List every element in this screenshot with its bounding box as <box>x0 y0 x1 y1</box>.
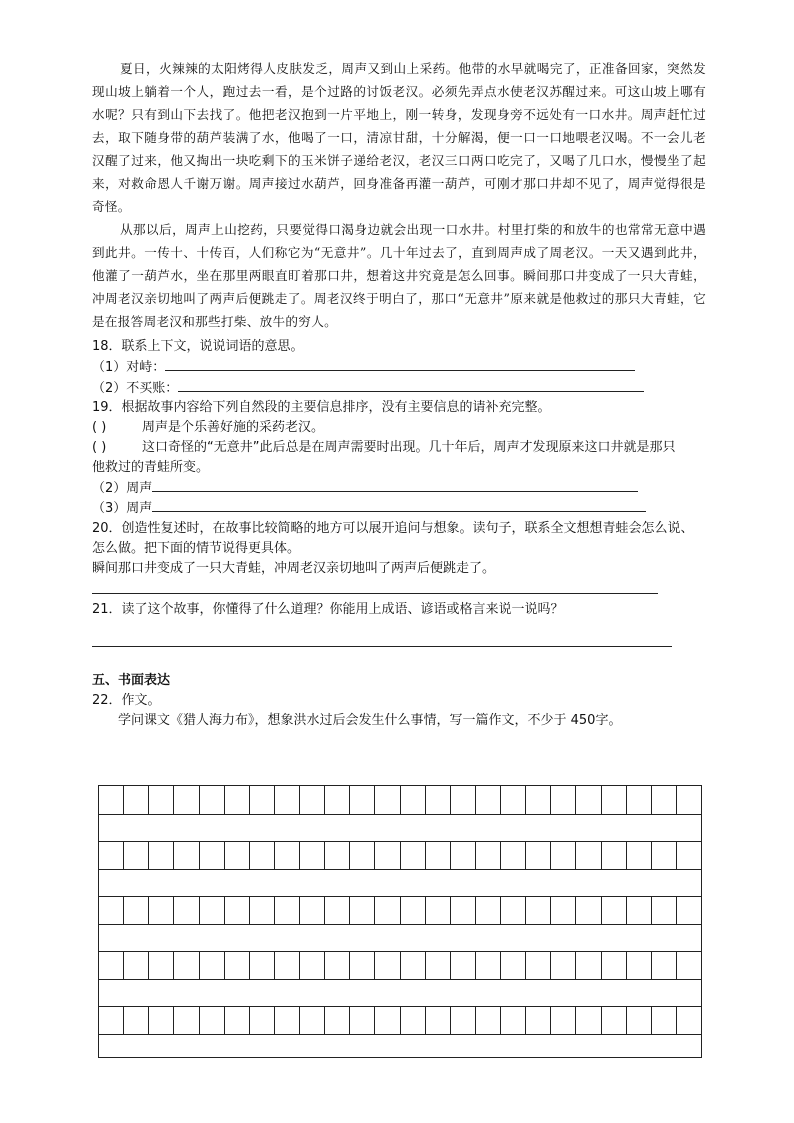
essay-grid-cell[interactable] <box>350 951 375 979</box>
essay-grid-cell[interactable] <box>602 896 627 924</box>
q22-prompt: 22．作文。 <box>92 693 161 709</box>
essay-grid-cell[interactable] <box>627 786 652 814</box>
essay-grid-cell[interactable] <box>476 951 501 979</box>
essay-grid-cell[interactable] <box>250 1006 275 1034</box>
q18-item-2-label: （2）不买账： <box>92 380 179 396</box>
story-paragraph-1: 夏日，火辣辣的太阳烤得人皮肤发乏，周声又到山上采药。他带的水早就喝完了，正准备回家，突然发现山坡上躺着一个人，跑过去一看，是个过路的讨饭老汉。必须先弄点水使老汉苏醒过来。可这山坡上哪有水呢？只有到山下去找了。他把老汉抱到一片平地上，刚一转身，发现身旁不远处有一口水井。周声赶忙过去，取下随身带的葫芦装满了水，他喝了一口，清凉甘甜，十分解渴，便一口一口地喂老汉喝。不一会儿老汉醒了过来，他又掏出一块吃剩下的玉米饼子递给老汉，老汉三口两口吃完了，又喝了几口水，慢慢坐了起来，对救命恩人千谢万谢。周声接过水葫芦，回身准备再灌一葫芦，可刚才那口井却不见了，周声觉得很是奇怪。 <box>92 61 706 214</box>
q19-item-2-answer-line[interactable] <box>152 478 638 492</box>
q22-instruction: 学问课文《猎人海力布》，想象洪水过后会发生什么事情，写一篇作文，不少于 450字。 <box>118 712 622 728</box>
essay-grid-cell[interactable] <box>149 951 174 979</box>
essay-grid-cell[interactable] <box>375 896 400 924</box>
essay-grid-cell[interactable] <box>225 786 250 814</box>
story-passage <box>92 57 706 333</box>
essay-grid-cell[interactable] <box>250 841 275 869</box>
essay-grid-cell[interactable] <box>275 896 300 924</box>
essay-grid-row[interactable] <box>99 841 701 870</box>
essay-grid-separator <box>99 814 701 842</box>
q18-item-2-answer-line[interactable] <box>178 378 644 392</box>
essay-grid-cell[interactable] <box>476 786 501 814</box>
essay-grid-cell[interactable] <box>476 841 501 869</box>
essay-grid-cell[interactable] <box>225 896 250 924</box>
q19-option-a-text: 周声是个乐善好施的采药老汉。 <box>142 420 325 436</box>
essay-grid-cell[interactable] <box>275 951 300 979</box>
essay-grid-cell[interactable] <box>325 786 350 814</box>
essay-grid-cell[interactable] <box>426 786 451 814</box>
essay-grid-cell[interactable] <box>401 896 426 924</box>
essay-grid-row[interactable] <box>99 896 701 925</box>
essay-grid-cell[interactable] <box>174 1006 199 1034</box>
essay-grid-cell[interactable] <box>602 786 627 814</box>
essay-grid-cell[interactable] <box>350 1006 375 1034</box>
essay-grid-cell[interactable] <box>526 1006 551 1034</box>
essay-grid-cell[interactable] <box>677 896 701 924</box>
essay-grid-cell[interactable] <box>375 841 400 869</box>
essay-grid-cell[interactable] <box>401 841 426 869</box>
essay-grid-cell[interactable] <box>576 951 601 979</box>
q21-prompt: 21．读了这个故事，你懂得了什么道理？你能用上成语、谚语或格言来说一说吗？ <box>92 601 564 617</box>
q18-item-1-answer-line[interactable] <box>165 357 635 371</box>
essay-grid-cell[interactable] <box>426 1006 451 1034</box>
essay-grid-cell[interactable] <box>526 841 551 869</box>
essay-grid-cell[interactable] <box>275 786 300 814</box>
essay-grid-cell[interactable] <box>200 841 225 869</box>
essay-grid-cell[interactable] <box>99 786 124 814</box>
essay-grid-cell[interactable] <box>99 841 124 869</box>
essay-grid-cell[interactable] <box>200 786 225 814</box>
essay-grid-cell[interactable] <box>501 786 526 814</box>
essay-grid-cell[interactable] <box>174 951 199 979</box>
essay-grid-cell[interactable] <box>451 896 476 924</box>
questions <box>92 337 712 731</box>
essay-grid-separator <box>99 1034 701 1061</box>
essay-grid-cell[interactable] <box>250 951 275 979</box>
essay-grid-separator <box>99 869 701 897</box>
section-5-title: 五、书面表达 <box>92 673 171 689</box>
essay-grid-cell[interactable] <box>526 896 551 924</box>
essay-grid-cell[interactable] <box>174 786 199 814</box>
essay-grid-cell[interactable] <box>149 786 174 814</box>
q19-option-a <box>92 418 712 438</box>
essay-grid-cell[interactable] <box>149 896 174 924</box>
essay-grid-cell[interactable] <box>124 1006 149 1034</box>
essay-grid-cell[interactable] <box>677 786 701 814</box>
essay-grid-row[interactable] <box>99 951 701 980</box>
essay-grid-cell[interactable] <box>350 896 375 924</box>
essay-grid-cell[interactable] <box>200 896 225 924</box>
essay-grid-cell[interactable] <box>174 896 199 924</box>
essay-grid-cell[interactable] <box>426 951 451 979</box>
essay-grid-cell[interactable] <box>401 786 426 814</box>
essay-grid-separator <box>99 979 701 1007</box>
essay-grid-cell[interactable] <box>350 786 375 814</box>
essay-grid-cell[interactable] <box>124 786 149 814</box>
q19-prompt: 19．根据故事内容给下列自然段的主要信息排序，没有主要信息的请补充完整。 <box>92 400 551 416</box>
q18-prompt: 18．联系上下文，说说词语的意思。 <box>92 339 304 354</box>
essay-grid-cell[interactable] <box>576 841 601 869</box>
essay-grid-cell[interactable] <box>652 951 677 979</box>
essay-grid-cell[interactable] <box>501 951 526 979</box>
essay-grid-cell[interactable] <box>551 896 576 924</box>
q21-answer-line[interactable] <box>92 632 672 647</box>
essay-grid-cell[interactable] <box>200 1006 225 1034</box>
essay-grid-cell[interactable] <box>526 951 551 979</box>
essay-grid-cell[interactable] <box>602 951 627 979</box>
essay-grid-cell[interactable] <box>677 951 701 979</box>
essay-grid-separator <box>99 924 701 952</box>
essay-grid-cell[interactable] <box>627 1006 652 1034</box>
q19-option-b-continued: 他救过的青蛙所变。 <box>92 459 210 475</box>
essay-writing-grid[interactable] <box>98 785 702 1058</box>
essay-grid-cell[interactable] <box>375 1006 400 1034</box>
q18-item-1 <box>92 357 712 378</box>
q19-option-b <box>92 438 712 458</box>
essay-grid-cell[interactable] <box>551 841 576 869</box>
q19-item-3-answer-line[interactable] <box>152 498 646 512</box>
essay-grid-row[interactable] <box>99 786 701 815</box>
essay-grid-cell[interactable] <box>627 841 652 869</box>
essay-grid-cell[interactable] <box>275 1006 300 1034</box>
essay-grid-cell[interactable] <box>99 951 124 979</box>
essay-grid-cell[interactable] <box>300 896 325 924</box>
essay-grid-cell[interactable] <box>300 786 325 814</box>
essay-grid-cell[interactable] <box>300 951 325 979</box>
q20-answer-line[interactable] <box>92 579 658 594</box>
essay-grid-cell[interactable] <box>99 896 124 924</box>
q19-item-2-label: （2）周声 <box>92 480 153 496</box>
essay-grid-cell[interactable] <box>225 1006 250 1034</box>
essay-grid-cell[interactable] <box>275 841 300 869</box>
essay-grid-cell[interactable] <box>627 896 652 924</box>
essay-grid-cell[interactable] <box>225 951 250 979</box>
essay-grid-cell[interactable] <box>652 1006 677 1034</box>
q20-prompt: 20．创造性复述时，在故事比较简略的地方可以展开追问与想象。读句子，联系全文想想青蛙会怎么说、 <box>92 521 694 537</box>
essay-grid-cell[interactable] <box>375 786 400 814</box>
essay-grid-cell[interactable] <box>401 1006 426 1034</box>
essay-grid-cell[interactable] <box>426 896 451 924</box>
essay-grid-cell[interactable] <box>576 786 601 814</box>
essay-grid-cell[interactable] <box>401 951 426 979</box>
essay-grid-cell[interactable] <box>124 841 149 869</box>
essay-grid-cell[interactable] <box>551 786 576 814</box>
q19-option-b-paren[interactable]: ( ) <box>92 439 107 455</box>
essay-grid-cell[interactable] <box>451 786 476 814</box>
essay-grid-cell[interactable] <box>501 1006 526 1034</box>
essay-grid-cell[interactable] <box>451 1006 476 1034</box>
essay-grid-cell[interactable] <box>576 1006 601 1034</box>
essay-grid-cell[interactable] <box>174 841 199 869</box>
essay-grid-cell[interactable] <box>476 1006 501 1034</box>
essay-grid-cell[interactable] <box>350 841 375 869</box>
essay-grid-cell[interactable] <box>551 1006 576 1034</box>
essay-grid-cell[interactable] <box>602 841 627 869</box>
essay-grid-cell[interactable] <box>250 896 275 924</box>
essay-grid-cell[interactable] <box>149 1006 174 1034</box>
essay-grid-cell[interactable] <box>325 1006 350 1034</box>
essay-grid-cell[interactable] <box>501 841 526 869</box>
essay-grid-cell[interactable] <box>225 841 250 869</box>
essay-grid-cell[interactable] <box>250 786 275 814</box>
essay-grid-cell[interactable] <box>325 951 350 979</box>
essay-grid-cell[interactable] <box>124 951 149 979</box>
essay-grid-cell[interactable] <box>375 951 400 979</box>
story-paragraph-2: 从那以后，周声上山挖药，只要觉得口渴身边就会出现一口水井。村里打柴的和放牛的也常常无意中遇到此井。一传十、十传百，人们称它为“无意井”。几十年过去了，直到周声成了周老汉。一天又遇到此井，他灌了一葫芦水，坐在那里两眼直盯着那口井，想着这井究竟是怎么回事。瞬间那口井变成了一只大青蛙，冲周老汉亲切地叫了两声后便跳走了。周老汉终于明白了，那口“无意井”原来就是他救过的那只大青蛙，它是在报答周老汉和那些打柴、放牛的穷人。 <box>92 222 706 329</box>
q19-item-2 <box>92 478 712 499</box>
q19-item-3 <box>92 498 712 519</box>
essay-grid-cell[interactable] <box>501 896 526 924</box>
essay-grid-cell[interactable] <box>426 841 451 869</box>
essay-grid-cell[interactable] <box>149 841 174 869</box>
essay-grid-cell[interactable] <box>602 1006 627 1034</box>
essay-grid-cell[interactable] <box>99 1006 124 1034</box>
q20-sentence: 瞬间那口井变成了一只大青蛙，冲周老汉亲切地叫了两声后便跳走了。 <box>92 560 496 576</box>
essay-grid-cell[interactable] <box>325 841 350 869</box>
essay-grid-cell[interactable] <box>300 1006 325 1034</box>
essay-grid-cell[interactable] <box>652 841 677 869</box>
q19-option-b-text: 这口奇怪的“无意井”此后总是在周声需要时出现。几十年后，周声才发现原来这口井就是那只 <box>142 439 676 455</box>
essay-grid-cell[interactable] <box>526 786 551 814</box>
q20-prompt-continued: 怎么做。把下面的情节说得更具体。 <box>92 540 301 556</box>
essay-grid-cell[interactable] <box>677 841 701 869</box>
essay-grid-cell[interactable] <box>677 1006 701 1034</box>
essay-grid-cell[interactable] <box>451 841 476 869</box>
essay-grid-cell[interactable] <box>476 896 501 924</box>
essay-grid-cell[interactable] <box>300 841 325 869</box>
essay-grid-cell[interactable] <box>652 896 677 924</box>
q18-item-2 <box>92 378 712 399</box>
essay-grid-row[interactable] <box>99 1006 701 1035</box>
q18-item-1-label: （1）对峙： <box>92 359 166 375</box>
essay-grid-cell[interactable] <box>325 896 350 924</box>
essay-grid-cell[interactable] <box>652 786 677 814</box>
q19-option-a-paren[interactable]: ( ) <box>92 420 107 436</box>
essay-grid-cell[interactable] <box>451 951 476 979</box>
q19-item-3-label: （3）周声 <box>92 501 153 517</box>
essay-grid-cell[interactable] <box>576 896 601 924</box>
essay-grid-cell[interactable] <box>551 951 576 979</box>
essay-grid-cell[interactable] <box>627 951 652 979</box>
essay-grid-cell[interactable] <box>200 951 225 979</box>
essay-grid-cell[interactable] <box>124 896 149 924</box>
